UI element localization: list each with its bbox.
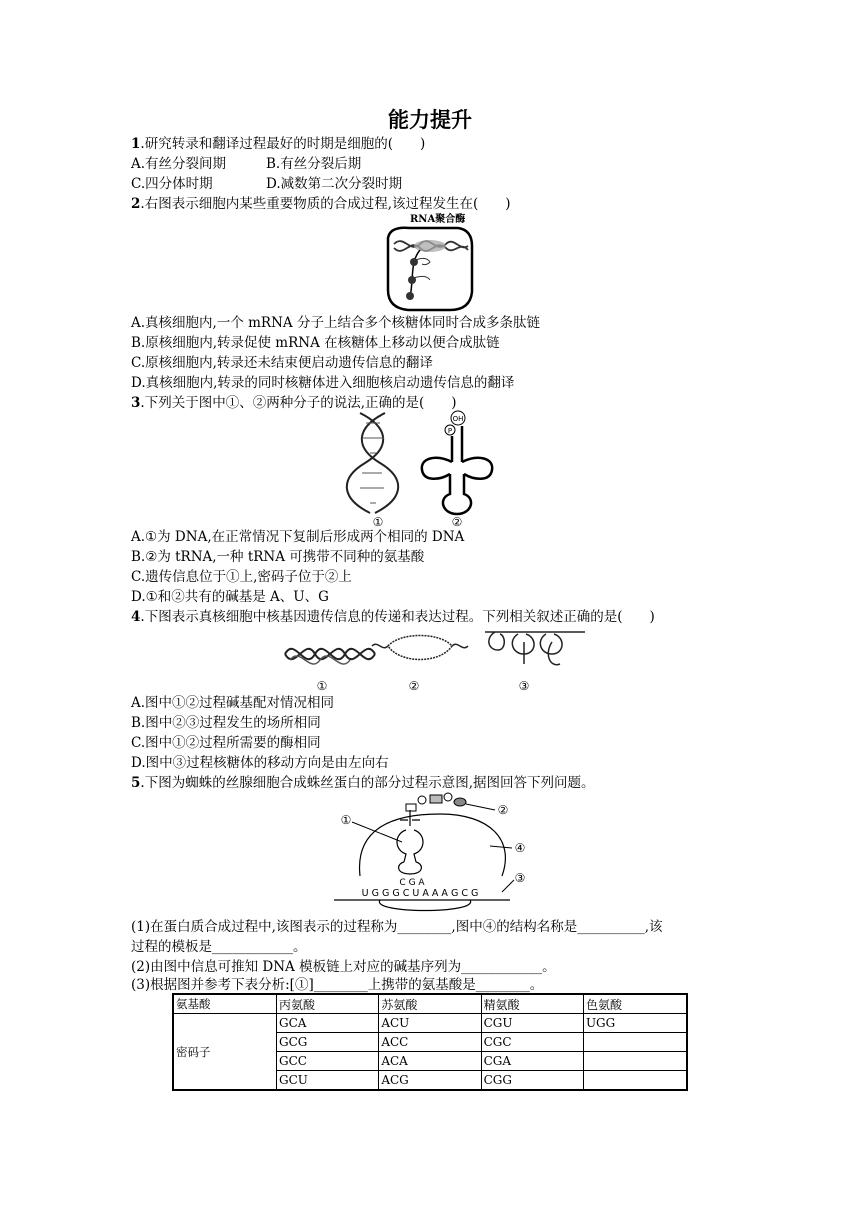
q4-option-b: B.图中②③过程发生的场所相同 (131, 715, 321, 731)
amino-acid-2 (418, 796, 426, 804)
table-cell: ACU (379, 1014, 481, 1033)
translation-label: ③ (518, 679, 530, 693)
q4-number: 4 (131, 609, 141, 625)
q2-stem-text: .右图表示细胞内某些重要物质的合成过程,该过程发生在( ) (140, 196, 511, 212)
table-cell: 丙氨酸 (277, 994, 379, 1014)
q1-stem-text: .研究转录和翻译过程最好的时期是细胞的( ) (140, 136, 426, 152)
table-row (173, 1014, 687, 1033)
q1-options-row1 (131, 155, 362, 173)
transcription-translation-figure (380, 210, 480, 315)
replication-label: ① (316, 679, 328, 693)
transcription-bubble (388, 636, 452, 660)
amino-acid-4 (444, 793, 452, 801)
mrna-strand (410, 250, 420, 298)
label-2: ② (497, 803, 509, 817)
q5-part2: (2)由图中信息可推知 DNA 模板链上对应的碱基序列为____________。 (131, 959, 556, 975)
replication-dna-bottom (290, 656, 350, 664)
table-cell: GCU (277, 1071, 379, 1091)
table-cell: ACG (379, 1071, 481, 1091)
header-codon: 密码子 (173, 1014, 277, 1091)
q1-option-d: D.减数第二次分裂时期 (266, 176, 403, 192)
ribosome-c (540, 634, 562, 665)
leader-line-4 (490, 846, 512, 848)
oh-label: OH (452, 415, 464, 423)
label-1: ① (340, 813, 352, 827)
table-cell: CGC (481, 1033, 583, 1052)
q3-option-c: C.遗传信息位于①上,密码子位于②上 (131, 569, 352, 585)
leader-line-2 (466, 804, 495, 810)
q2-option-b: B.原核细胞内,转录促使 mRNA 在核糖体上移动以便合成肽链 (131, 335, 500, 351)
amino-acid-5 (454, 798, 466, 806)
table-cell (583, 1033, 687, 1052)
codon-table (172, 993, 688, 1091)
amino-acid-3 (430, 795, 442, 803)
table-cell: GCC (277, 1052, 379, 1071)
label-4: ④ (514, 841, 526, 855)
q5-stem-text: .下图为蜘蛛的丝腺细胞合成蛛丝蛋白的部分过程示意图,据图回答下列问题。 (140, 775, 595, 791)
table-cell: 苏氨酸 (379, 994, 481, 1014)
q2-number: 2 (131, 196, 141, 212)
q1-option-b: B.有丝分裂后期 (266, 156, 362, 172)
table-cell: GCG (277, 1033, 379, 1052)
q1-option-c: C.四分体时期 (131, 176, 213, 192)
trna-anticodon-arm (443, 474, 471, 514)
gene-expression-figure (280, 624, 590, 696)
dna-trna-figure (340, 408, 510, 530)
q4-option-d: D.图中③过程核糖体的移动方向是由左向右 (131, 755, 389, 771)
table-cell (583, 1052, 687, 1071)
transcription-dna-ends (372, 644, 468, 647)
leader-line-1 (352, 822, 402, 842)
dna-figure-label: ① (372, 515, 384, 529)
rna-polymerase-shape (414, 240, 446, 252)
q1-stem (131, 135, 425, 153)
trna-figure-label: ② (451, 515, 463, 529)
table-cell: CGG (481, 1071, 583, 1091)
anticodon-text: C G A (399, 878, 425, 888)
trna-left-arm (422, 458, 452, 479)
ribosome-large-subunit (360, 814, 506, 876)
q3-option-d: D.①和②共有的碱基是 A、U、G (131, 589, 329, 605)
silk-protein-translation-figure (330, 790, 540, 915)
table-cell: ACA (379, 1052, 481, 1071)
table-cell: ACC (379, 1033, 481, 1052)
q2-option-c: C.原核细胞内,转录还未结束便启动遗传信息的翻译 (131, 355, 433, 371)
q5-part1-line1: (1)在蛋白质合成过程中,该图表示的过程称为________,图中④的结构名称是__________,该 (131, 919, 663, 935)
q5-number: 5 (131, 775, 141, 791)
amino-acid-1 (406, 804, 416, 811)
table-cell: 精氨酸 (481, 994, 583, 1014)
q2-option-d: D.真核细胞内,转录的同时核糖体进入细胞核启动遗传信息的翻译 (131, 375, 515, 391)
table-cell: UGG (583, 1014, 687, 1033)
table-cell: CGA (481, 1052, 583, 1071)
q4-option-a: A.图中①②过程碱基配对情况相同 (131, 695, 335, 711)
q2-option-a: A.真核细胞内,一个 mRNA 分子上结合多个核糖体同时合成多条肽链 (131, 315, 540, 331)
q1-options-row2 (131, 175, 403, 193)
transcription-label: ② (408, 679, 420, 693)
q3-option-b: B.②为 tRNA,一种 tRNA 可携带不同种的氨基酸 (131, 549, 425, 565)
q1-option-a: A.有丝分裂间期 (131, 156, 227, 172)
rna-polymerase-label: RNA聚合酶 (410, 214, 466, 225)
q4-option-c: C.图中①②过程所需要的酶相同 (131, 735, 321, 751)
label-3: ③ (514, 871, 526, 885)
ribosome-3 (406, 292, 414, 300)
table-cell: CGU (481, 1014, 583, 1033)
page-title: 能力提升 (388, 108, 472, 132)
mrna-sequence: U G G G C U A A A G C G (361, 888, 479, 899)
ribosome-small-subunit (379, 900, 470, 911)
table-cell: GCA (277, 1014, 379, 1033)
leader-line-3 (502, 880, 514, 892)
ribosome-2 (408, 276, 416, 284)
trna-right-arm (462, 458, 492, 479)
q1-number: 1 (131, 136, 141, 152)
table-cell (583, 1071, 687, 1091)
ribosome-a (489, 632, 504, 650)
phosphate-label: P (447, 427, 453, 435)
q3-option-a: A.①为 DNA,在正常情况下复制后形成两个相同的 DNA (131, 529, 465, 545)
q5-part1-line2: 过程的模板是____________。 (131, 939, 307, 955)
q5-part3: (3)根据图并参考下表分析:[①]________上携带的氨基酸是________。 (131, 977, 544, 993)
table-cell: 色氨酸 (583, 994, 687, 1014)
q3-number: 3 (131, 395, 141, 411)
table-row (173, 994, 687, 1014)
q3-stem-text: .下列关于图中①、②两种分子的说法,正确的是( ) (140, 395, 457, 411)
ribosome-b (512, 634, 534, 664)
q4-stem-text: .下图表示真核细胞中核基因遗传信息的传递和表达过程。下列相关叙述正确的是( ) (140, 609, 655, 625)
header-amino-acid: 氨基酸 (173, 994, 277, 1014)
